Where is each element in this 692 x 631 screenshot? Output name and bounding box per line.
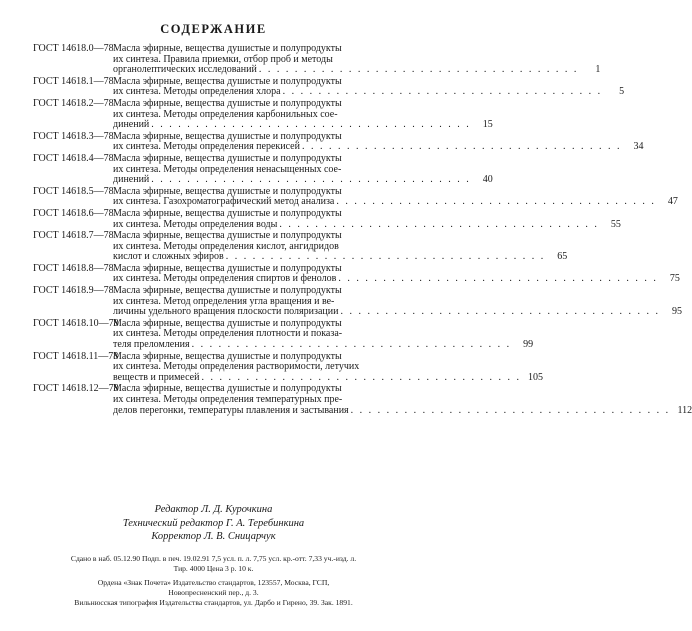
proofreader-credit: Корректор Л. В. Сницарчук	[151, 531, 276, 542]
toc-entry-line: их синтеза. Методы определения хлора	[113, 86, 281, 98]
dot-leader: . . . . . . . . . . . . . . . . . . . . . . . . . . . . . . . . . . . .	[350, 404, 671, 416]
toc-entry-line: теля преломления	[113, 339, 190, 351]
toc-entry-line: Масла эфирные, вещества душистые и полупродукты	[113, 285, 342, 297]
toc-entry-page: 112	[677, 404, 692, 416]
toc-entry-description	[113, 383, 692, 416]
toc-entry-last-line	[113, 371, 543, 384]
toc-entry	[33, 185, 678, 208]
toc-entry-line: их синтеза. Методы определения карбонильных сое-	[113, 108, 338, 120]
toc-entry	[33, 207, 621, 230]
toc-entry-line: Масла эфирные, вещества душистые и полупродукты	[113, 152, 342, 164]
toc-entry	[33, 43, 601, 76]
imprint-publisher	[12, 578, 415, 597]
dot-leader: . . . . . . . . . . . . . . . . . . . . . . . . . . . . . . . . . . . .	[191, 339, 512, 351]
toc-entry-line: их синтеза. Методы определения кислот, ангидридов	[113, 240, 339, 252]
imprint-printer	[12, 598, 415, 608]
toc-entry-description	[113, 130, 644, 153]
toc-entry-last-line	[113, 119, 493, 131]
toc-entry-last-line	[113, 306, 682, 318]
toc-entry-line: их синтеза. Методы определения ненасыщенных сое-	[113, 163, 342, 175]
imprint-line: Сдано в наб. 05.12.90 Подп. в печ. 19.02.91 7,5 усл. п. л. 7,75 усл. кр.-отт. 7,33 уч.-изд. л.	[70, 554, 357, 563]
toc-entry-page: 47	[667, 196, 678, 208]
toc-entry	[33, 317, 534, 351]
toc-entry-line: их синтеза. Методы определения плотности и показа-	[113, 328, 343, 340]
dot-leader: . . . . . . . . . . . . . . . . . . . . . . . . . . . . . . . . . . . .	[279, 218, 599, 230]
dot-leader: . . . . . . . . . . . . . . . . . . . . . . . . . . . . . . . . . . . .	[201, 371, 521, 383]
toc-entry-line: личины удельного вращения плоскости поляризации	[113, 306, 339, 318]
toc-entry-code: ГОСТ 14618.1—78	[33, 75, 114, 87]
toc-entry-line: их синтеза. Методы определения перекисей	[113, 141, 300, 153]
toc-entry-page: 34	[633, 141, 644, 153]
toc-entry-line: кислот и сложных эфиров	[113, 251, 224, 263]
toc-entry-page: 105	[527, 371, 543, 383]
toc-entry-page: 15	[482, 119, 493, 131]
toc-entry-description	[113, 152, 493, 186]
toc-entry-code: ГОСТ 14618.12—78	[33, 383, 119, 395]
toc-entry-line: делов перегонки, температуры плавления и застывания	[113, 404, 349, 416]
toc-entry-line: Масла эфирные, вещества душистые и полупродукты	[113, 97, 342, 109]
toc-entry-code: ГОСТ 14618.0—78	[33, 43, 114, 54]
toc-entry	[33, 383, 692, 416]
toc-entry-page: 95	[671, 306, 682, 318]
toc-entry-code: ГОСТ 14618.3—78	[33, 130, 114, 142]
toc-entry-code: ГОСТ 14618.7—78	[33, 230, 114, 242]
table-of-contents	[33, 43, 692, 417]
toc-entry-last-line	[113, 339, 534, 351]
toc-entry-last-line	[113, 141, 644, 153]
toc-entry-code: ГОСТ 14618.11—78	[33, 350, 119, 362]
dot-leader: . . . . . . . . . . . . . . . . . . . . . . . . . . . . . . . . . . . .	[258, 64, 579, 76]
toc-entry-description	[113, 43, 601, 76]
imprint-line: Вильнюсская типография Издательства стандартов, ул. Дарбо и Гирено, 39. Зак. 1891.	[74, 598, 353, 607]
toc-entry-line: их синтеза. Методы определения температурных пре-	[113, 394, 343, 405]
dot-leader: . . . . . . . . . . . . . . . . . . . . . . . . . . . . . . . . . . . .	[338, 273, 658, 285]
toc-entry-line: Масла эфирные, вещества душистые и полупродукты	[113, 317, 342, 329]
imprint-print-data	[12, 554, 415, 573]
toc-entry-line: Масла эфирные, вещества душистые и полупродукты	[113, 383, 342, 395]
toc-entry-code: ГОСТ 14618.5—78	[33, 185, 114, 197]
toc-entry-description	[113, 207, 621, 230]
toc-entry-line: Масла эфирные, вещества душистые и полупродукты	[113, 262, 342, 274]
toc-entry-line: их синтеза. Методы определения растворимости, летучих	[113, 361, 360, 373]
toc-entry-last-line	[113, 218, 621, 231]
toc-entry-line: органолептических исследований	[113, 64, 257, 76]
toc-entry-line: их синтеза. Методы определения воды	[113, 218, 278, 230]
toc-entry-page: 75	[669, 273, 680, 285]
dot-leader: . . . . . . . . . . . . . . . . . . . . . . . . . . . . . . . . . . . .	[336, 196, 656, 208]
toc-entry	[33, 130, 644, 153]
toc-entry-line: их синтеза. Методы определения спиртов и фенолов	[113, 273, 337, 285]
toc-entry	[33, 262, 680, 285]
toc-entry-line: веществ и примесей	[113, 371, 200, 383]
toc-entry	[33, 152, 493, 186]
page-title: СОДЕРЖАНИЕ	[160, 22, 267, 36]
toc-entry-last-line	[113, 174, 493, 186]
toc-entry-code: ГОСТ 14618.9—78	[33, 285, 114, 297]
toc-entry	[33, 230, 568, 263]
toc-entry-line: их синтеза. Правила приемки, отбор проб и методы	[113, 53, 333, 65]
toc-entry-description	[113, 97, 493, 131]
toc-entry-page: 55	[610, 218, 621, 230]
toc-entry-line: их синтеза. Газохроматографический метод анализа	[113, 196, 335, 208]
toc-entry-code: ГОСТ 14618.6—78	[33, 207, 114, 219]
toc-entry-line: Масла эфирные, вещества душистые и полупродукты	[113, 207, 342, 219]
toc-entry-last-line	[113, 196, 678, 208]
toc-entry-line: Масла эфирные, вещества душистые и полупродукты	[113, 75, 342, 87]
tech-editor-credit: Технический редактор Г. А. Теребинкина	[122, 517, 305, 529]
toc-entry-line: их синтеза. Метод определения угла вращения и ве-	[113, 295, 335, 307]
toc-entry-page: 5	[619, 86, 625, 98]
dot-leader: . . . . . . . . . . . . . . . . . . . . . . . . . . . . . . . . . . . .	[301, 141, 622, 153]
toc-entry-line: Масла эфирные, вещества душистые и полупродукты	[113, 130, 342, 142]
toc-entry-last-line	[113, 251, 568, 263]
toc-entry-page: 40	[482, 174, 493, 186]
toc-entry-page: 1	[595, 64, 601, 76]
dot-leader: . . . . . . . . . . . . . . . . . . . . . . . . . . . . . . . . . . . .	[282, 86, 603, 98]
toc-entry-description	[113, 185, 678, 208]
dot-leader: . . . . . . . . . . . . . . . . . . . . . . . . . . . . . . . . . . . .	[151, 174, 471, 186]
toc-entry-line: Масла эфирные, вещества душистые и полупродукты	[113, 43, 342, 54]
toc-entry-description	[113, 285, 682, 318]
toc-entry-last-line	[113, 64, 601, 76]
imprint-line: Тир. 4000 Цена 3 р. 10 к.	[173, 563, 254, 573]
dot-leader: . . . . . . . . . . . . . . . . . . . . . . . . . . . . . . . . . . . .	[225, 251, 546, 263]
imprint-line: Ордена «Знак Почета» Издательство стандартов, 123557, Москва, ГСП,	[97, 578, 330, 587]
dot-leader: . . . . . . . . . . . . . . . . . . . . . . . . . . . . . . . . . . . .	[151, 119, 471, 131]
toc-entry	[33, 97, 493, 131]
dot-leader: . . . . . . . . . . . . . . . . . . . . . . . . . . . . . . . . . . . .	[340, 306, 660, 318]
toc-entry-line: Масла эфирные, вещества душистые и полупродукты	[113, 185, 342, 197]
toc-entry	[33, 285, 682, 318]
credits	[0, 503, 427, 544]
toc-entry-page: 99	[523, 339, 534, 351]
editor-credit: Редактор Л. Д. Курочкина	[154, 504, 273, 515]
toc-entry	[33, 75, 625, 98]
toc-entry-code: ГОСТ 14618.10—78	[33, 317, 119, 329]
toc-entry-line: Масла эфирные, вещества душистые и полупродукты	[113, 230, 342, 242]
toc-entry-line: динений	[113, 119, 150, 131]
toc-entry-line: динений	[113, 174, 150, 186]
toc-entry	[33, 350, 543, 384]
toc-entry-last-line	[113, 273, 680, 285]
toc-entry-last-line	[113, 86, 625, 98]
toc-entry-description	[113, 230, 568, 263]
imprint-line: Новопресненский пер., д. 3.	[168, 587, 259, 597]
toc-entry-description	[113, 75, 625, 98]
toc-entry-code: ГОСТ 14618.4—78	[33, 152, 114, 164]
toc-entry-last-line	[113, 404, 692, 417]
toc-entry-line: Масла эфирные, вещества душистые и полупродукты	[113, 350, 342, 362]
toc-entry-description	[113, 262, 680, 285]
toc-entry-description	[113, 317, 534, 351]
toc-entry-page: 65	[557, 251, 568, 263]
toc-entry-code: ГОСТ 14618.2—78	[33, 97, 114, 109]
toc-entry-code: ГОСТ 14618.8—78	[33, 262, 114, 274]
toc-entry-description	[113, 350, 543, 384]
